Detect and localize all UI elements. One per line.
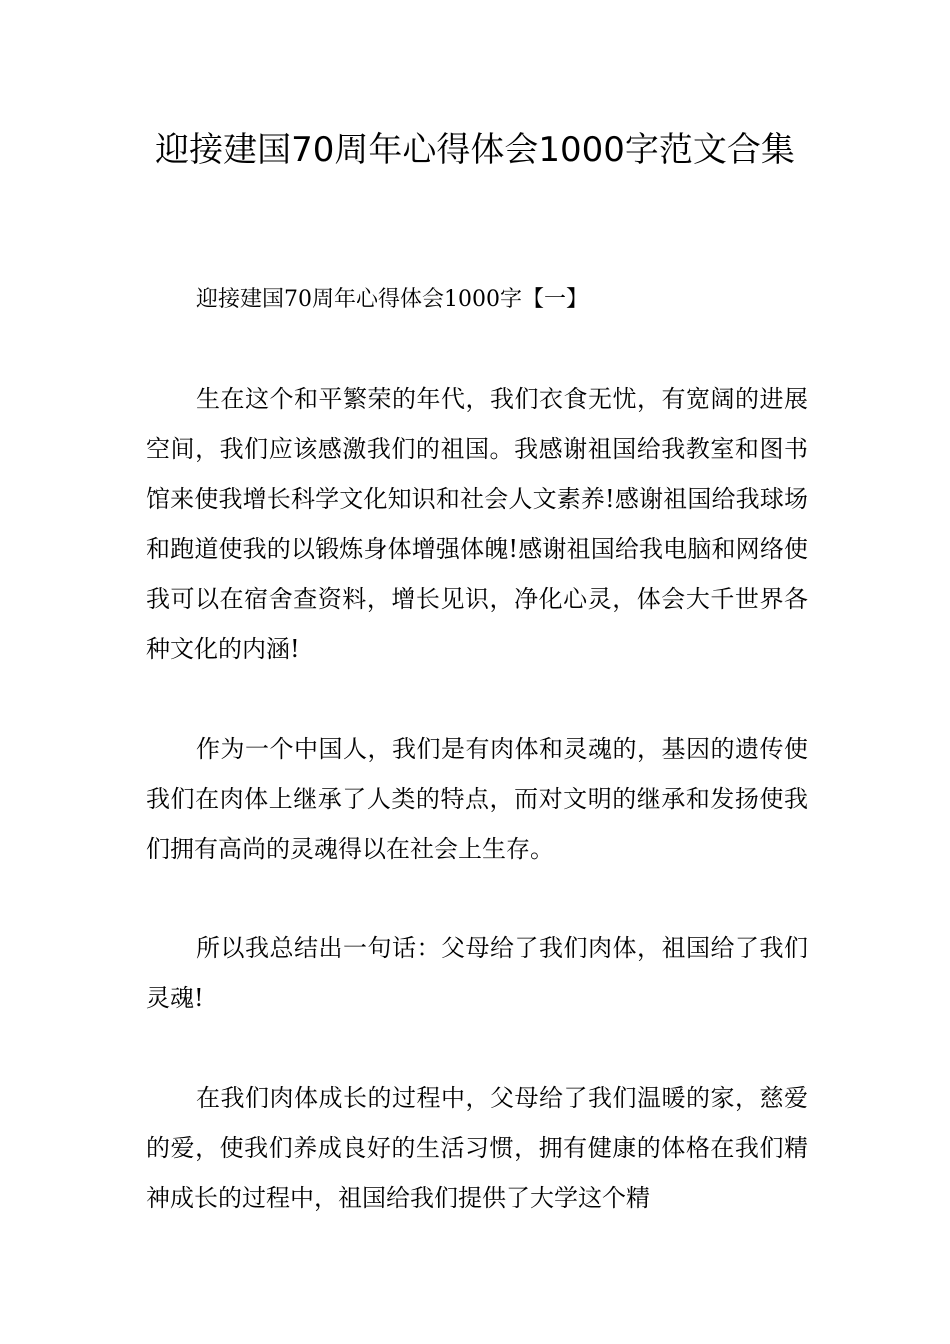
document-title: 迎接建国70周年心得体会1000字范文合集 [155, 130, 795, 170]
section-heading: 迎接建国70周年心得体会1000字【一】 [196, 287, 588, 312]
paragraph-2: 作为一个中国人，我们是有肉体和灵魂的，基因的遗传使我们在肉体上继承了人类的特点，而对文明的继承和发扬使我们拥有高尚的灵魂得以在社会上生存。 [146, 735, 808, 863]
paragraph-3: 所以我总结出一句话：父母给了我们肉体，祖国给了我们灵魂! [146, 934, 808, 1012]
paragraph-1: 生在这个和平繁荣的年代，我们衣食无忧，有宽阔的进展空间，我们应该感激我们的祖国。我感谢祖国给我教室和图书馆来使我增长科学文化知识和社会人文素养!感谢祖国给我球场和跑道使我的以锻炼身体增强体魄!感谢祖国给我电脑和网络使我可以在宿舍查资料，增长见识，净化心灵，体会大千世界各种文化的内涵! [146, 385, 808, 663]
paragraph-4: 在我们肉体成长的过程中，父母给了我们温暖的家，慈爱的爱，使我们养成良好的生活习惯，拥有健康的体格在我们精神成长的过程中，祖国给我们提供了大学这个精 [146, 1084, 808, 1212]
